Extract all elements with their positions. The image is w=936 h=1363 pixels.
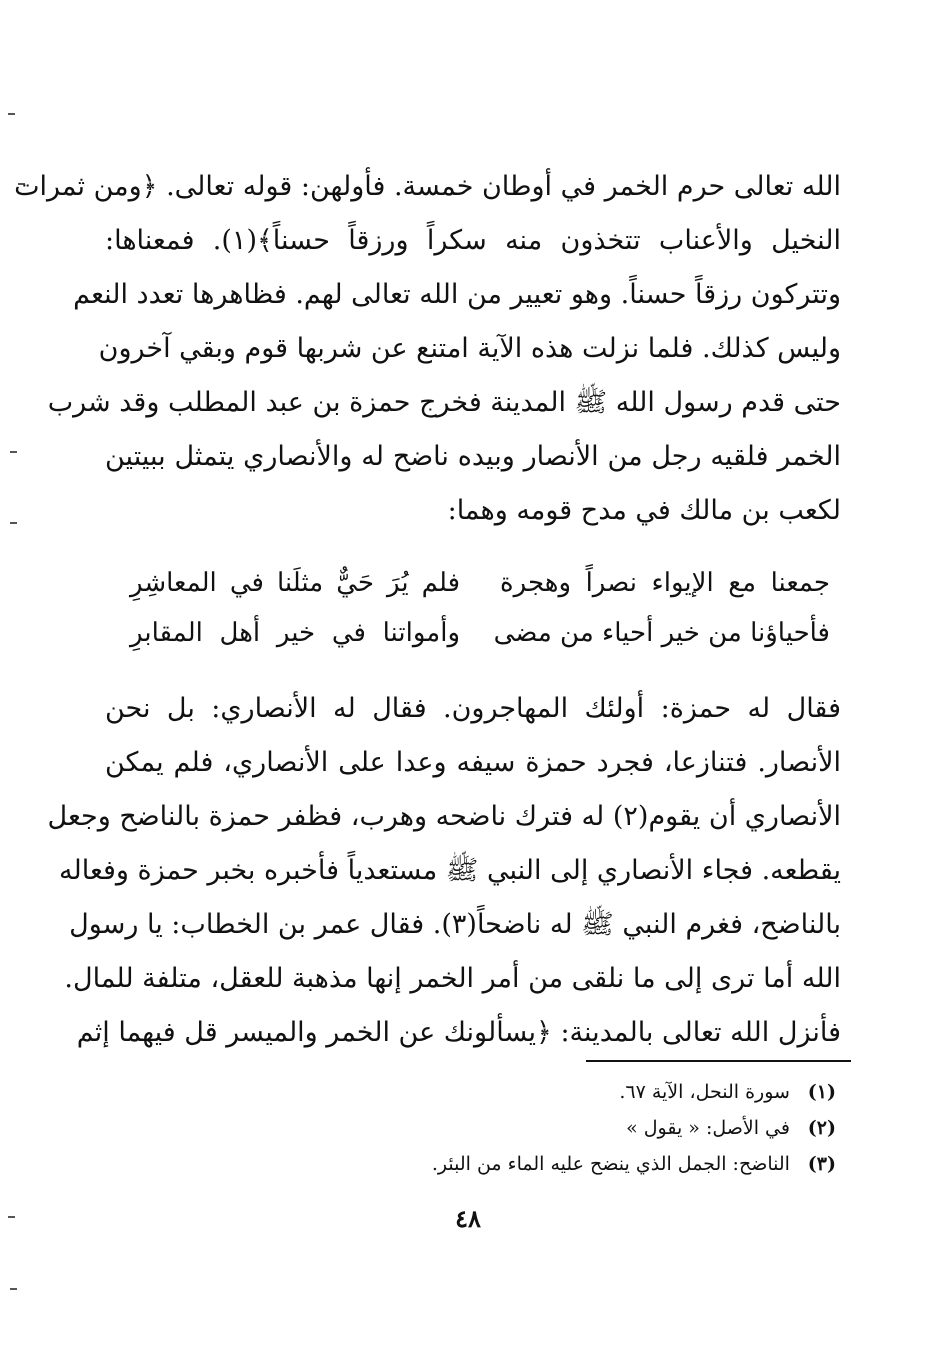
scan-mark — [10, 451, 17, 453]
text-line: الله أما ترى إلى ما نلقى من أمر الخمر إنها مذهبة للعقل، متلفة للمال. — [64, 963, 841, 994]
paragraph-opening — [14, 160, 841, 538]
poem-verses — [130, 558, 830, 658]
paragraph-continuation — [47, 682, 841, 1060]
text-line: الأنصار. فتنازعا، فجرد حمزة سيفه وعدا على الأنصاري، فلم يمكن — [105, 747, 841, 778]
scan-mark — [10, 1288, 17, 1290]
verse-second-hemistich: وأمواتنا في خير أهل المقابرِ — [130, 618, 460, 648]
text-line: الأنصاري أن يقوم(٢) له فترك ناضحه وهرب، فظفر حمزة بالناضح وجعل — [47, 801, 841, 832]
footnote-number: (٢) — [807, 1117, 836, 1139]
text-line: الخمر فلقيه رجل من الأنصار وبيده ناضح له والأنصاري يتمثل ببيتين — [105, 441, 841, 472]
text-line: حتى قدم رسول الله ﷺ المدينة فخرج حمزة بن عبد المطلب وقد شرب — [47, 387, 841, 418]
page-number: ٤٨ — [455, 1204, 481, 1233]
footnote-number: (٣) — [807, 1153, 836, 1175]
footnotes — [276, 1074, 836, 1182]
verse-first-hemistich: جمعنا مع الإيواء نصراً وهجرة — [500, 568, 830, 598]
verse-second-hemistich: فلم يُرَ حَيٌّ مثلَنا في المعاشِرِ — [130, 568, 460, 598]
scan-mark — [8, 113, 15, 115]
text-line: فقال له حمزة: أولئك المهاجرون. فقال له الأنصاري: بل نحن — [105, 693, 841, 724]
text-line: النخيل والأعناب تتخذون منه سكراً ورزقاً حسناً﴾(١). فمعناها: — [105, 225, 841, 256]
footnote-number: (١) — [807, 1081, 836, 1103]
footnote-text: الناضح: الجمل الذي ينضح عليه الماء من البئر. — [431, 1153, 790, 1175]
footnote — [276, 1110, 836, 1146]
footnote-text: في الأصل: « يقول » — [626, 1117, 790, 1139]
poem-verse — [130, 558, 830, 608]
text-line: فأنزل الله تعالى بالمدينة: ﴿يسألونك عن الخمر والميسر قل فيهما إثم — [76, 1017, 841, 1048]
footnote-text: سورة النحل، الآية ٦٧. — [619, 1081, 790, 1103]
verse-first-hemistich: فأحياؤنا من خير أحياء من مضى — [493, 618, 830, 648]
scan-mark — [10, 522, 17, 524]
text-line: لكعب بن مالك في مدح قومه وهما: — [447, 495, 841, 526]
text-line: بالناضح، فغرم النبي ﷺ له ناضحاً(٣). فقال عمر بن الخطاب: يا رسول — [69, 909, 841, 940]
text-line: الله تعالى حرم الخمر في أوطان خمسة. فأولهن: قوله تعالى. ﴿ومن ثمرات — [14, 171, 841, 202]
footnote-separator — [586, 1060, 851, 1062]
poem-verse — [130, 608, 830, 658]
footnote — [276, 1074, 836, 1110]
text-line: وتتركون رزقاً حسناً. وهو تعيير من الله تعالى لهم. فظاهرها تعدد النعم — [73, 279, 841, 310]
footnote — [276, 1146, 836, 1182]
text-line: وليس كذلك. فلما نزلت هذه الآية امتنع عن شربها قوم وبقي آخرون — [98, 333, 841, 364]
text-line: يقطعه. فجاء الأنصاري إلى النبي ﷺ مستعدياً فأخبره بخبر حمزة وفعاله — [59, 855, 841, 886]
